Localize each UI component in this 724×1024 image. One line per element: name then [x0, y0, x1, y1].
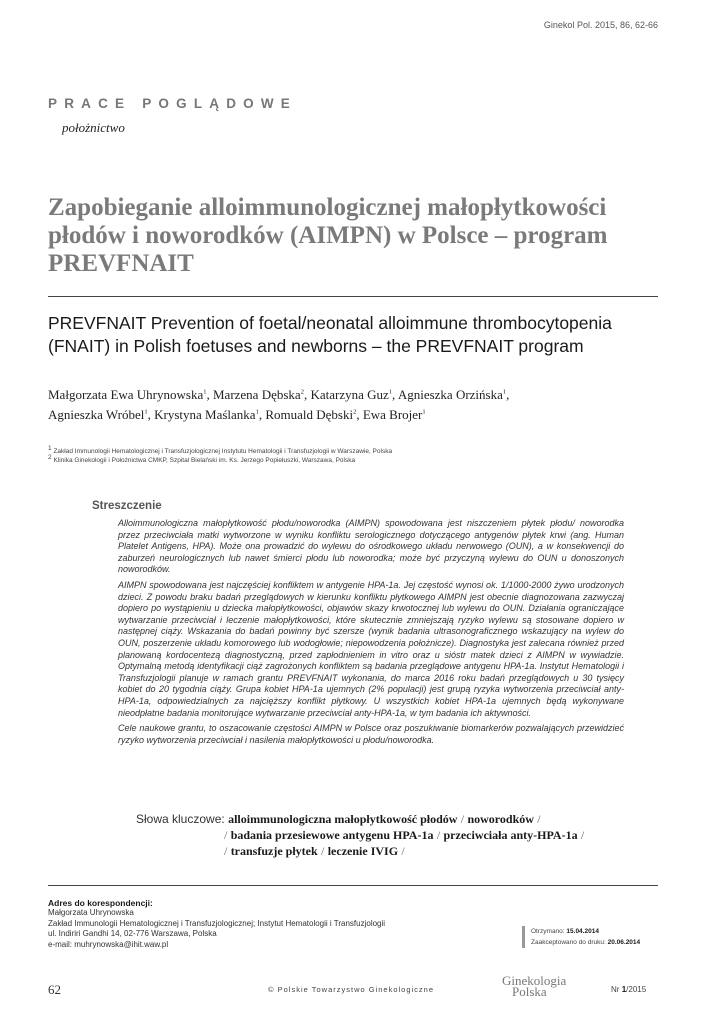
author: Ewa Brojer$^1$ — [362, 406, 426, 422]
keyword-separator: / — [436, 828, 441, 842]
keyword-separator: / — [401, 844, 405, 858]
author: Małgorzata Ewa Uhrynowska$^1$, — [48, 387, 213, 403]
section-label: PRACE POGLĄDOWE — [48, 96, 298, 111]
author-list — [48, 384, 668, 423]
abstract-paragraph: AIMPN spowodowana jest najczęściej konfliktem w antygenie HPA-1a. Jej częstość wynosi ok. 1/1000-2000 żywo urodzonych dzieci. Z powodu braku badań przeglądowych w kierunku konfliktu płytkowego AIMPN jest obecnie diagnozowana zazwyczaj dopiero po wystąpieniu u dziecka małopłytkowości, objawów skazy krwotocznej lub wylewu do OUN. Działania ograniczające wytwarzanie przeciwciał i leczenie małopłytkowości, które skutecznie zmniejszają ryzyko wylewu są stosowane dopiero w następnej ciąży. Wskazania do badań powinny być szersze (wynik badania ultrasonograficznego wskazujący na wylew do OUN, poszerzenie układu komorowego lub wodogłowie; niepowodzenia położnicze). Diagnostyka jest zalecana również przed planowaną kordocentezą diagnostyczną, przed zapłodnieniem in vitro oraz u sióstr matek dzieci z AIMPN w wywiadzie. Optymalną metodą identyfikacji ciąż zagrożonych konfliktem są badania przeglądowe antygenu HPA-1a. Instytut Hematologii i Transfuzjologii planuje w ramach grantu PREVFNAIT wykonania, do marca 2016 roku badań przeglądowych u 30 tysięcy kobiet do 20 tygodnia ciąży. Grupa kobiet HPA-1a ujemnych (2% populacji) jest grupą ryzyka wytworzenia przeciwciał anty-HPA-1a, odpowiedzialnych za najcięższy konflikt płytkowy. U wszystkich kobiet HPA-1a ujemnych będą wykonywane nieodpłatne badania monitorujące wytwarzanie przeciwciał anty-HPA-1a, w tym badania ich aktywności. — [118, 579, 624, 718]
accepted-date: 20.06.2014 — [607, 939, 641, 946]
received-date: 15.04.2014 — [566, 928, 599, 935]
keyword: przeciwciała anty-HPA-1a — [443, 828, 578, 842]
keyword: alloimmunologiczna małopłytkowość płodów — [228, 812, 458, 826]
author: Marzena Dębska$^2$, — [212, 387, 311, 403]
abstract-body — [118, 518, 624, 750]
article-title-english: PREVFNAIT Prevention of foetal/neonatal alloimmune thrombocytopenia (FNAIT) in Polish foetuses and newborns – the PREVFNAIT program — [48, 313, 612, 356]
author: Agnieszka Orzińska$^1$, — [397, 387, 510, 403]
keywords — [136, 811, 636, 859]
accepted-label: Zaakceptowano do druku: — [531, 939, 606, 946]
journal-logo: Ginekologia Polska — [502, 973, 567, 999]
keyword-separator: / — [321, 844, 325, 858]
affiliation: $^1$ Zakład Immunologii Hematologicznej i Transfuzjologicznej Instytutu Hematologii i Transfuzjologii w Warszawie, Polska — [48, 445, 393, 456]
correspondence-email: e-mail: muhrynowska@ihit.waw.pl — [48, 939, 169, 949]
keyword-separator: / — [224, 844, 228, 858]
keyword-separator: / — [224, 828, 228, 842]
correspondence-block — [48, 898, 385, 950]
title-divider — [48, 296, 658, 297]
keyword: leczenie IVIG — [327, 844, 399, 858]
author: Agnieszka Wróbel$^1$, — [48, 406, 155, 422]
keyword: noworodków — [467, 812, 534, 826]
author: Katarzyna Guz$^1$, — [310, 387, 398, 403]
subsection-label: położnictwo — [62, 120, 125, 135]
affiliation: $^2$ Klinika Ginekologii i Położnictwa CMKP, Szpital Bielański im. Ks. Jerzego Popiełuszki, Warszawa, Polska — [48, 454, 356, 465]
submission-dates — [522, 926, 640, 948]
correspondence-line: ul. Indiriri Gandhi 14, 02-776 Warszawa, Polska — [48, 929, 217, 939]
copyright: © Polskie Towarzystwo Ginekologiczne — [268, 985, 435, 994]
keyword-separator: / — [460, 812, 465, 826]
author: Romuald Dębski$^2$, — [265, 406, 363, 422]
correspondence-heading: Adres do korespondencji: — [48, 898, 153, 908]
footer-divider — [48, 885, 658, 886]
keyword-separator: / — [580, 828, 585, 842]
page-number: 62 — [48, 982, 61, 997]
correspondence-line: Zakład Immunologii Hematologicznej i Transfuzjologicznej; Instytut Hematologii i Transfuzjologii — [48, 918, 386, 928]
received-label: Otrzymano: — [531, 928, 565, 935]
keyword-separator: / — [537, 812, 541, 826]
abstract-paragraph: Alloimmunologiczna małopłytkowość płodu/noworodka (AIMPN) spowodowana jest niszczeniem płytek płodu/ noworodka przez przeciwciała matki wytworzone w wyniku konfliktu serologicznego dotyczącego antygenów płytek krwi (ang. Human Platelet Antigens, HPA). Może ona prowadzić do wylewu do ośrodkowego układu nerwowego (OUN), a w konsekwencji do zaburzeń neurologicznych lub nawet śmierci płodu lub noworodka; może być przyczyną wylewu do OUN u donoszonych noworodków. — [118, 518, 624, 575]
keywords-label: Słowa kluczowe: — [136, 812, 225, 826]
correspondence-line: Małgorzata Uhrynowska — [48, 908, 134, 918]
journal-reference: Ginekol Pol. 2015, 86, 62-66 — [543, 20, 658, 30]
abstract-paragraph: Cele naukowe grantu, to oszacowanie częstości AIMPN w Polsce oraz poszukiwanie biomarkerów pozwalających przewidzieć ryzyko wytworzenia przeciwciał i nasilenia małopłytkowości u płodu/noworodka. — [118, 723, 624, 745]
article-title-polish: Zapobieganie alloimmunologicznej małopłytkowości płodów i noworodków (AIMPN) w Polsce – program PREVFNAIT — [48, 194, 608, 277]
abstract-heading: Streszczenie — [92, 500, 162, 512]
keyword: badania przesiewowe antygenu HPA-1a — [230, 828, 434, 842]
keyword: transfuzje płytek — [230, 844, 318, 858]
issue-number: Nr 1/2015 — [611, 985, 647, 994]
author: Krystyna Maślanka$^1$, — [154, 406, 266, 422]
